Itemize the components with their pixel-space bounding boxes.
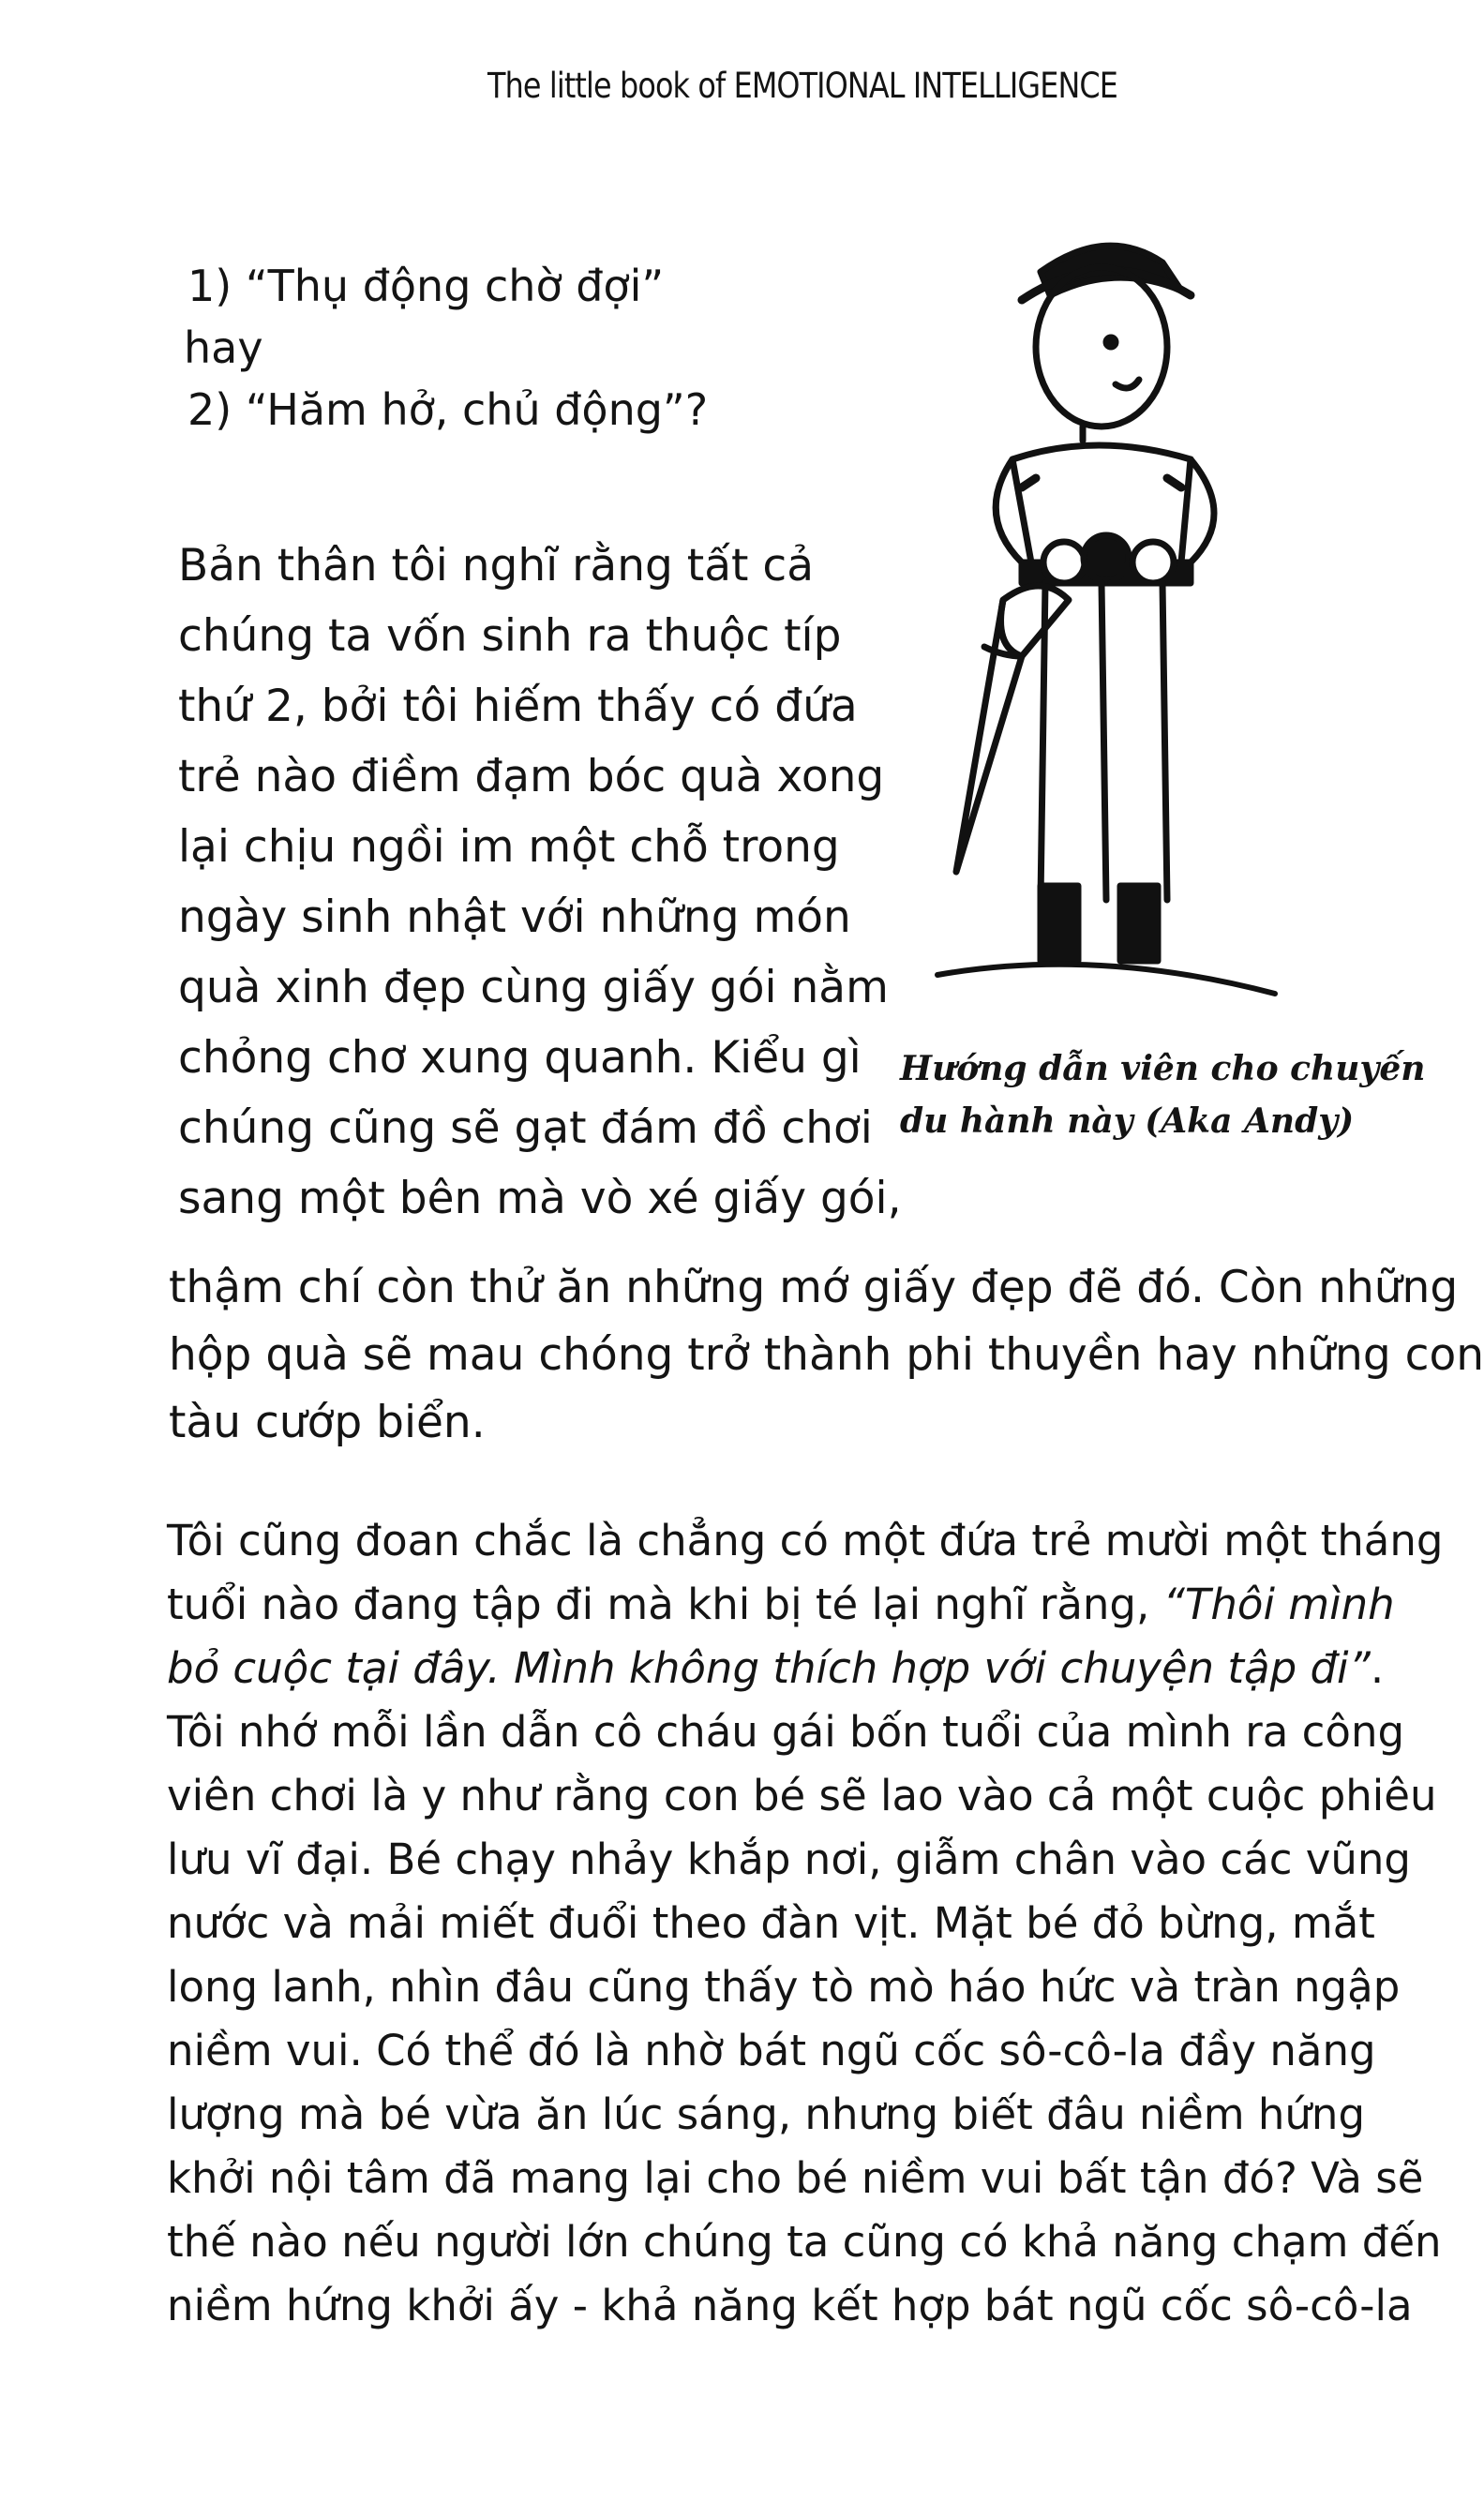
paragraph-1-wide (169, 1254, 1484, 1457)
text-line: thứ 2, bởi tôi hiếm thấy có đứa (178, 681, 858, 732)
quote-italic: bỏ cuộc tại đây. Mình không thích hợp với chuyện tập đi” (167, 1643, 1371, 1693)
text-line: sang một bên mà vò xé giấy gói, (178, 1173, 902, 1224)
text-line: chúng cũng sẽ gạt đám đồ chơi (178, 1102, 873, 1154)
text-segment: . (1370, 1643, 1385, 1693)
text-line: long lanh, nhìn đâu cũng thấy tò mò háo hức và tràn ngập (167, 1962, 1401, 2012)
text-line: lượng mà bé vừa ăn lúc sáng, nhưng biết đâu niềm hứng (167, 2089, 1366, 2139)
caption-line: Hướng dẫn viên cho chuyến (900, 1049, 1426, 1088)
text-line: viên chơi là y như rằng con bé sẽ lao vào cả một cuộc phiêu (167, 1771, 1437, 1820)
text-line: Tôi cũng đoan chắc là chẳng có một đứa trẻ mười một tháng (167, 1516, 1444, 1565)
text-line: ngày sinh nhật với những món (178, 891, 851, 943)
quote-italic: “Thôi mình (1162, 1580, 1395, 1629)
text-line: thậm chí còn thử ăn những mớ giấy đẹp đẽ đó. Còn những (169, 1262, 1459, 1313)
text-line: chúng ta vốn sinh ra thuộc típ (178, 610, 842, 662)
illustration-caption (900, 1042, 1426, 1147)
text-line: lưu vĩ đại. Bé chạy nhảy khắp nơi, giẫm chân vào các vũng (167, 1835, 1411, 1884)
text-line: lại chịu ngồi im một chỗ trong (178, 821, 840, 873)
paragraph-1-narrow (178, 531, 902, 1234)
text-line: nước và mải miết đuổi theo đàn vịt. Mặt bé đỏ bừng, mắt (167, 1898, 1375, 1948)
running-header: The little book of EMOTIONAL INTELLIGENCE (487, 66, 1118, 106)
caption-line: du hành này (Aka Andy) (900, 1101, 1355, 1141)
option-2: 2) “Hăm hở, chủ động”? (187, 384, 709, 435)
paragraph-2 (167, 1509, 1444, 2338)
text-line: thế nào nếu người lớn chúng ta cũng có khả năng chạm đến (167, 2217, 1442, 2267)
options-list (184, 255, 709, 441)
text-line (167, 1637, 1385, 1700)
text-line: Tôi nhớ mỗi lần dẫn cô cháu gái bốn tuổi của mình ra công (167, 1707, 1405, 1757)
text-line: niềm vui. Có thể đó là nhờ bát ngũ cốc sô-cô-la đầy năng (167, 2026, 1376, 2075)
text-line: Bản thân tôi nghĩ rằng tất cả (178, 540, 815, 592)
text-segment: tuổi nào đang tập đi mà khi bị té lại nghĩ rằng, (167, 1580, 1163, 1629)
text-line: trẻ nào điềm đạm bóc quà xong (178, 751, 885, 802)
option-1: 1) “Thụ động chờ đợi” (187, 261, 665, 311)
text-line: tàu cướp biển. (169, 1397, 486, 1448)
andy-illustration (881, 206, 1284, 1031)
option-separator: hay (184, 322, 263, 373)
text-line (167, 1573, 1395, 1637)
text-line: niềm hứng khởi ấy - khả năng kết hợp bát ngũ cốc sô-cô-la (167, 2281, 1413, 2330)
text-line: chỏng chơ xung quanh. Kiểu gì (178, 1032, 862, 1084)
text-line: khởi nội tâm đã mang lại cho bé niềm vui bất tận đó? Và sẽ (167, 2153, 1424, 2203)
text-line: hộp quà sẽ mau chóng trở thành phi thuyền hay những con (169, 1329, 1484, 1381)
text-line: quà xinh đẹp cùng giấy gói nằm (178, 962, 889, 1013)
